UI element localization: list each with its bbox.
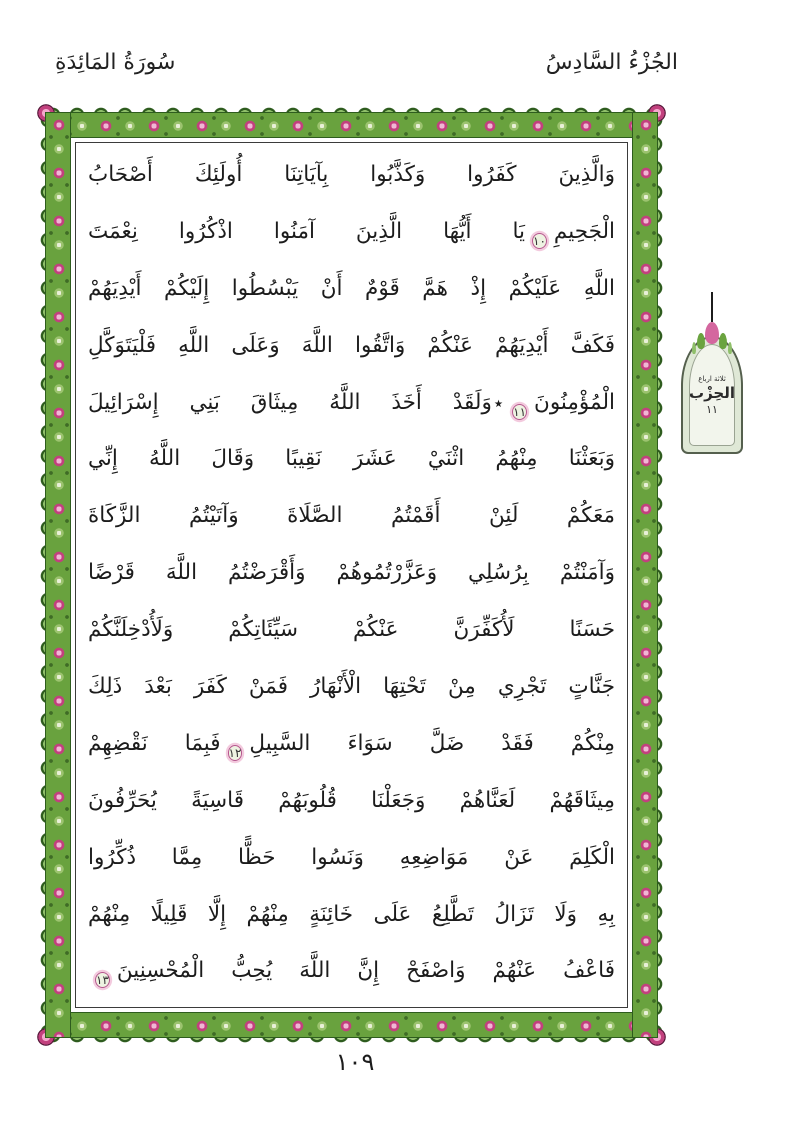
hizb-marker-pole	[711, 292, 713, 322]
juz-title: الجُزْءُ السَّادِسُ	[545, 50, 678, 75]
ayah-marker: ١٢	[228, 745, 242, 760]
quran-line	[88, 830, 615, 887]
quran-text: مَعَكُمْ لَئِنْ أَقَمْتُمُ الصَّلَاةَ وَآتَيْتُمُ الزَّكَاةَ	[88, 503, 615, 529]
surah-title: سُورَةُ المَائِدَةِ	[55, 50, 176, 75]
quran-line	[88, 204, 615, 261]
rub-el-hizb-icon: ٭	[493, 393, 504, 414]
quran-text: وَآمَنْتُمْ بِرُسُلِي وَعَزَّرْتُمُوهُمْ وَأَقْرَضْتُمُ اللَّهَ قَرْضًا	[88, 560, 615, 586]
quran-text: الْجَحِيمِ	[553, 218, 615, 244]
quran-line	[88, 488, 615, 545]
quran-text: فَاعْفُ عَنْهُمْ وَاصْفَحْ إِنَّ اللَّهَ يُحِبُّ الْمُحْسِنِينَ	[116, 958, 615, 984]
hizb-number: ١١	[706, 402, 718, 416]
quran-text: جَنَّاتٍ تَجْرِي مِنْ تَحْتِهَا الْأَنْهَارُ فَمَنْ كَفَرَ بَعْدَ ذَلِكَ	[88, 674, 615, 700]
quran-line	[88, 431, 615, 488]
border-band-bottom	[45, 1012, 658, 1038]
quran-line	[88, 375, 615, 432]
quran-line	[88, 716, 615, 773]
quran-line	[88, 147, 615, 204]
quran-text: يَا أَيُّهَا الَّذِينَ آمَنُوا اذْكُرُوا نِعْمَتَ	[88, 218, 526, 244]
hizb-word-label: الحِزْب	[689, 383, 735, 402]
quran-text: فَكَفَّ أَيْدِيَهُمْ عَنْكُمْ وَاتَّقُوا اللَّهَ وَعَلَى اللَّهِ فَلْيَتَوَكَّلِ	[88, 332, 615, 358]
quran-line	[88, 943, 615, 1000]
border-scallop-right	[657, 108, 665, 1042]
ayah-marker: ١١	[513, 404, 527, 419]
decorative-border-frame	[45, 112, 658, 1038]
hizb-marker-dome	[681, 336, 743, 454]
page-number: ١٠٩	[335, 1048, 375, 1076]
hizb-marker-label	[689, 344, 735, 446]
border-band-left	[45, 112, 71, 1038]
hizb-marker	[681, 292, 743, 454]
border-scallop-bottom	[41, 1037, 662, 1045]
hizb-marker-crown-icon	[705, 322, 719, 344]
quran-line	[88, 261, 615, 318]
quran-text: اللَّهِ عَلَيْكُمْ إِذْ هَمَّ قَوْمٌ أَنْ يَبْسُطُوا إِلَيْكُمْ أَيْدِيَهُمْ	[88, 275, 615, 301]
ayah-marker: ١٠	[533, 233, 546, 248]
quran-lines	[88, 147, 615, 1003]
quran-text: فَبِمَا نَقْضِهِمْ	[88, 730, 221, 756]
border-band-top	[45, 112, 658, 138]
quran-text: وَبَعَثْنَا مِنْهُمُ اثْنَيْ عَشَرَ نَقِيبًا وَقَالَ اللَّهُ إِنِّي	[88, 446, 615, 472]
quran-text: بِهِ وَلَا تَزَالُ تَطَّلِعُ عَلَى خَائِنَةٍ مِنْهُمْ إِلَّا قَلِيلًا مِنْهُمْ	[88, 901, 615, 927]
quran-line	[88, 659, 615, 716]
ayah-marker: ١٣	[96, 973, 109, 988]
quran-text: وَالَّذِينَ كَفَرُوا وَكَذَّبُوا بِآيَاتِنَا أُولَئِكَ أَصْحَابُ	[88, 162, 615, 187]
quran-line	[88, 318, 615, 375]
quran-text: حَسَنًا لَأُكَفِّرَنَّ عَنْكُمْ سَيِّئَاتِكُمْ وَلَأُدْخِلَنَّكُمْ	[88, 617, 615, 643]
quran-line	[88, 545, 615, 602]
text-panel	[71, 138, 632, 1012]
quran-text: مِيثَاقَهُمْ لَعَنَّاهُمْ وَجَعَلْنَا قُلُوبَهُمْ قَاسِيَةً يُحَرِّفُونَ	[88, 787, 615, 813]
hizb-fraction-label: ثلاثة ارباع	[698, 374, 726, 383]
quran-text: الْكَلِمَ عَنْ مَوَاضِعِهِ وَنَسُوا حَظًّا مِمَّا ذُكِّرُوا	[88, 844, 615, 870]
quran-text: وَلَقَدْ أَخَذَ اللَّهُ مِيثَاقَ بَنِي إِسْرَائِيلَ	[88, 389, 492, 415]
border-band-right	[632, 112, 658, 1038]
quran-line	[88, 602, 615, 659]
quran-text: مِنْكُمْ فَقَدْ ضَلَّ سَوَاءَ السَّبِيلِ	[249, 730, 615, 756]
inner-rule	[75, 142, 628, 1008]
quran-text: الْمُؤْمِنُونَ	[534, 389, 615, 415]
quran-line	[88, 887, 615, 944]
quran-line	[88, 773, 615, 830]
